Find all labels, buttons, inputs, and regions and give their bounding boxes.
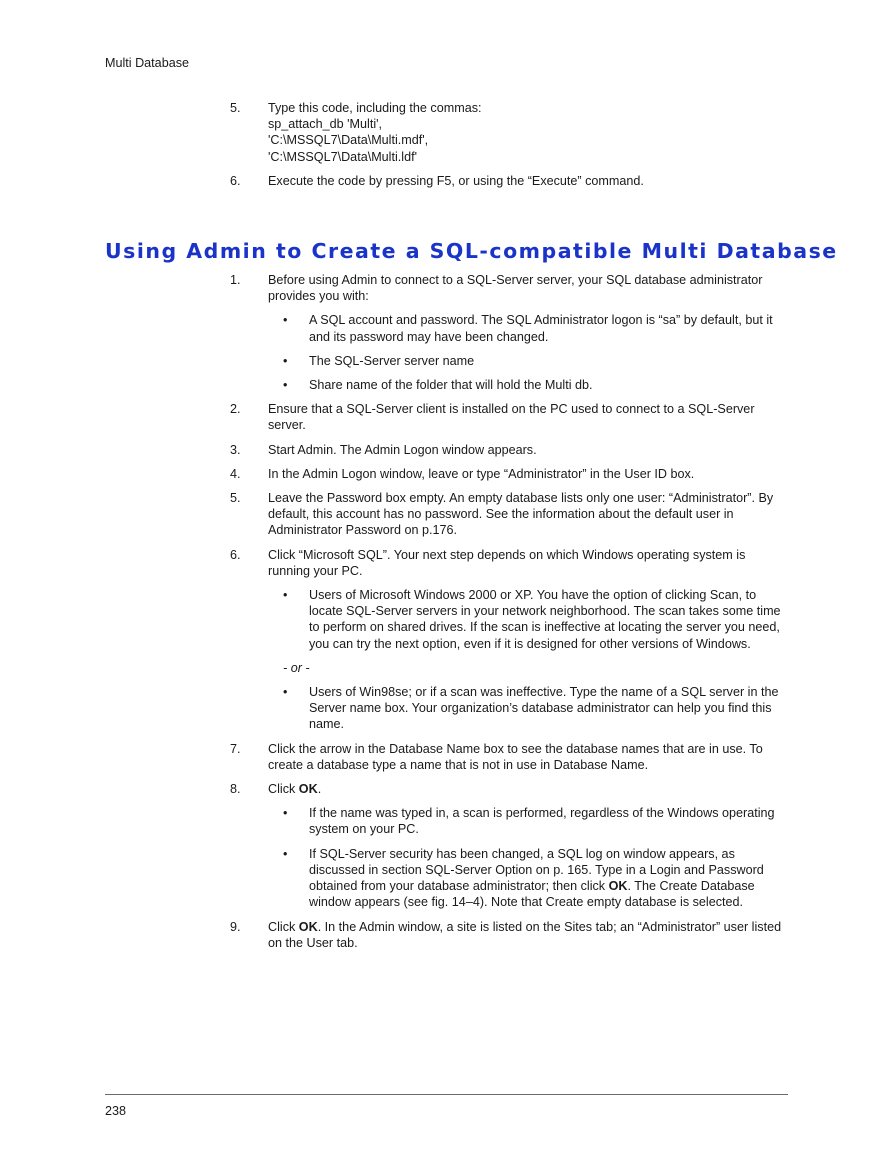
text-run: If SQL-Server security has been changed, a SQL log on window appears, as discussed in section SQL-Server Option on p. 165. Type in a Login and Password obtained from your database administrator; then click xyxy=(309,846,764,894)
footer-rule xyxy=(105,1094,788,1095)
step-number: 2. xyxy=(230,402,241,417)
bullet-dot-icon: • xyxy=(283,806,288,821)
or-separator: - or - xyxy=(283,660,310,675)
running-header: Multi Database xyxy=(105,56,189,70)
bullet-text: A SQL account and password. The SQL Administrator logon is “sa” by default, but it and its password may have been changed. xyxy=(309,313,773,344)
top-steps xyxy=(230,100,790,197)
list-item xyxy=(230,547,790,579)
step-text xyxy=(268,920,781,950)
list-item xyxy=(230,442,790,458)
bullet-item xyxy=(230,846,790,911)
bullet-text: The SQL-Server server name xyxy=(309,353,475,368)
bullet-dot-icon: • xyxy=(283,588,288,603)
code-line: sp_attach_db 'Multi', xyxy=(268,117,383,132)
list-item xyxy=(230,466,790,482)
bullet-text xyxy=(309,847,764,910)
step-number: 3. xyxy=(230,442,241,457)
ok-label: OK xyxy=(298,782,318,797)
page-number: 238 xyxy=(105,1104,127,1118)
ok-label: OK xyxy=(298,919,318,934)
bullet-item xyxy=(230,353,790,369)
code-line: 'C:\MSSQL7\Data\Multi.mdf', xyxy=(268,133,429,148)
step-number: 1. xyxy=(230,273,241,287)
step-text: Execute the code by pressing F5, or using the “Execute” command. xyxy=(268,173,644,188)
step-text: Before using Admin to connect to a SQL-Server server, your SQL database administrator provides you with: xyxy=(268,273,763,304)
bullet-dot-icon: • xyxy=(283,685,288,700)
step-number: 6. xyxy=(230,173,241,188)
step-number: 9. xyxy=(230,919,241,934)
code-line: 'C:\MSSQL7\Data\Multi.ldf' xyxy=(268,149,417,164)
bullet-dot-icon: • xyxy=(283,353,288,368)
bullet-text: If the name was typed in, a scan is performed, regardless of the Windows operating system on your PC. xyxy=(309,806,775,837)
list-item xyxy=(230,781,790,797)
step-number: 5. xyxy=(230,101,241,115)
step-text: Ensure that a SQL-Server client is installed on the PC used to connect to a SQL-Server server. xyxy=(268,402,755,433)
list-item xyxy=(230,741,790,773)
bullet-item xyxy=(230,684,790,733)
text-run: Click xyxy=(268,919,299,934)
list-item xyxy=(230,490,790,539)
bullet-dot-icon: • xyxy=(283,313,288,328)
step-number: 8. xyxy=(230,782,241,797)
step-text: Leave the Password box empty. An empty database lists only one user: “Administrator”. By default, this account has no password. See the information about the default user in Administrator Password on p.176. xyxy=(268,491,774,538)
list-item xyxy=(230,919,790,951)
list-item xyxy=(230,100,790,165)
bullet-item xyxy=(230,587,790,652)
step-text: Start Admin. The Admin Logon window appears. xyxy=(268,442,537,457)
step-text: Click “Microsoft SQL”. Your next step depends on which Windows operating system is running your PC. xyxy=(268,547,746,578)
text-run: . xyxy=(317,782,322,797)
bullet-item xyxy=(230,805,790,837)
step-text: Type this code, including the commas: xyxy=(268,101,482,115)
step-text: Click the arrow in the Database Name box to see the database names that are in use. To create a database type a name that is not in use in Database Name. xyxy=(268,741,763,772)
step-number: 5. xyxy=(230,491,241,506)
bullet-item xyxy=(230,312,790,344)
step-text: In the Admin Logon window, leave or type “Administrator” in the User ID box. xyxy=(268,466,695,481)
step-text xyxy=(268,782,321,796)
step-number: 7. xyxy=(230,741,241,756)
list-item xyxy=(230,272,790,304)
bullet-dot-icon: • xyxy=(283,378,288,393)
bullet-item xyxy=(230,377,790,393)
text-run: Click xyxy=(268,782,299,797)
bullet-dot-icon: • xyxy=(283,846,288,861)
text-run: . The Create Database window appears (see fig. 14–4). Note that Create empty database is selected. xyxy=(309,879,755,910)
text-run: . In the Admin window, a site is listed on the Sites tab; an “Administrator” user listed on the User tab. xyxy=(268,919,782,950)
section-heading: Using Admin to Create a SQL-compatible Multi Database xyxy=(105,239,838,263)
step-number: 6. xyxy=(230,547,241,562)
bullet-text: Users of Microsoft Windows 2000 or XP. You have the option of clicking Scan, to locate SQL-Server servers in your network neighborhood. The scan takes some time to perform on shared drives. If the scan is ineffective at locating the server you need, you can try the next option, even if it is designed for other versions of Windows. xyxy=(309,588,781,651)
step-number: 4. xyxy=(230,466,241,481)
section-steps xyxy=(230,272,790,959)
bullet-text: Users of Win98se; or if a scan was ineffective. Type the name of a SQL server in the Server name box. Your organization’s database administrator can help you find this name. xyxy=(309,685,779,732)
ok-label: OK xyxy=(608,879,628,894)
list-item xyxy=(230,173,790,189)
bullet-text: Share name of the folder that will hold the Multi db. xyxy=(309,378,593,393)
list-item xyxy=(230,401,790,433)
